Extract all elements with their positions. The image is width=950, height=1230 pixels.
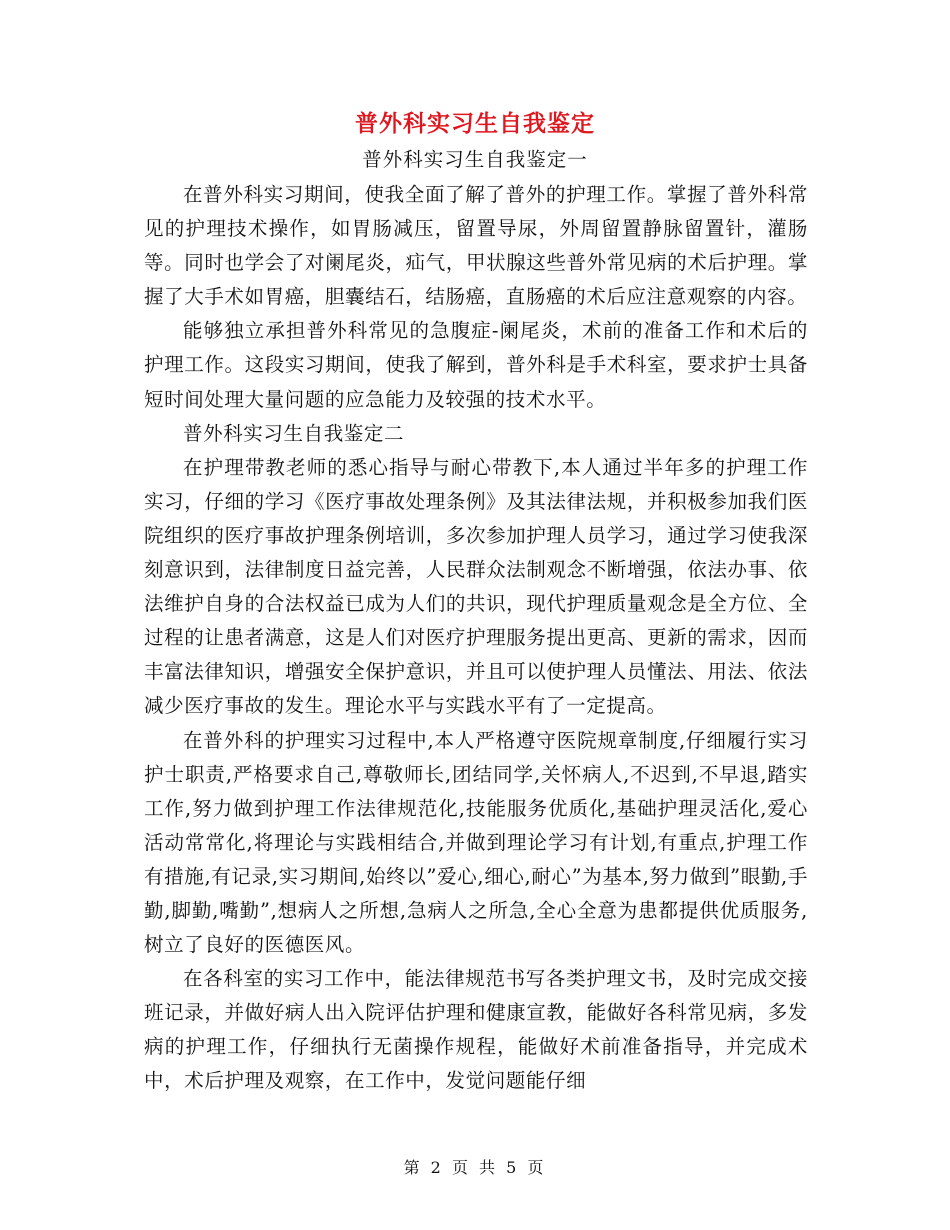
paragraph: 在各科室的实习工作中，能法律规范书写各类护理文书，及时完成交接班记录，并做好病人出入院评估护理和健康宣教，能做好各科常见病，多发病的护理工作，仔细执行无菌操作规程，能做好术前准备指导，并完成术中，术后护理及观察，在工作中，发觉问题能仔细 [144, 967, 808, 1093]
page-number-footer: 第 2 页 共 5 页 [403, 1158, 547, 1177]
section-heading: 普外科实习生自我鉴定二 [183, 421, 405, 445]
paragraph: 在普外科的护理实习过程中,本人严格遵守医院规章制度,仔细履行实习护士职责,严格要求自己,尊敬师长,团结同学,关怀病人,不迟到,不早退,踏实工作,努力做到护理工作法律规范化,技能服务优质化,基础护理灵活化,爱心活动常常化,将理论与实践相结合,并做到理论学习有计划,有重点,护理工作有措施,有记录,实习期间,始终以”爱心,细心,耐心”为基本,努力做到”眼勤,手勤,脚勤,嘴勤”,想病人之所想,急病人之所急,全心全意为患都提供优质服务,树立了良好的医德医风。 [144, 728, 808, 957]
paragraph: 能够独立承担普外科常见的急腹症-阑尾炎，术前的准备工作和术后的护理工作。这段实习期间，使我了解到，普外科是手术科室，要求护士具备短时间处理大量问题的应急能力及较强的技术水平。 [144, 319, 808, 411]
document-subtitle: 普外科实习生自我鉴定一 [362, 148, 588, 171]
document-title: 普外科实习生自我鉴定 [355, 111, 595, 137]
document-body [144, 178, 808, 1099]
paragraph: 在普外科实习期间，使我全面了解了普外的护理工作。掌握了普外科常见的护理技术操作，如胃肠减压，留置导尿，外周留置静脉留置针，灌肠等。同时也学会了对阑尾炎，疝气，甲状腺这些普外常见病的术后护理。掌握了大手术如胃癌，胆囊结石，结肠癌，直肠癌的术后应注意观察的内容。 [144, 183, 808, 309]
paragraph: 在护理带教老师的悉心指导与耐心带教下,本人通过半年多的护理工作实习，仔细的学习《医疗事故处理条例》及其法律法规，并积极参加我们医院组织的医疗事故护理条例培训，多次参加护理人员学习，通过学习使我深刻意识到，法律制度日益完善，人民群众法制观念不断增强，依法办事、依法维护自身的合法权益已成为人们的共识，现代护理质量观念是全方位、全过程的让患者满意，这是人们对医疗护理服务提出更高、更新的需求，因而丰富法律知识，增强安全保护意识，并且可以使护理人员懂法、用法、依法减少医疗事故的发生。理论水平与实践水平有了一定提高。 [144, 455, 808, 718]
